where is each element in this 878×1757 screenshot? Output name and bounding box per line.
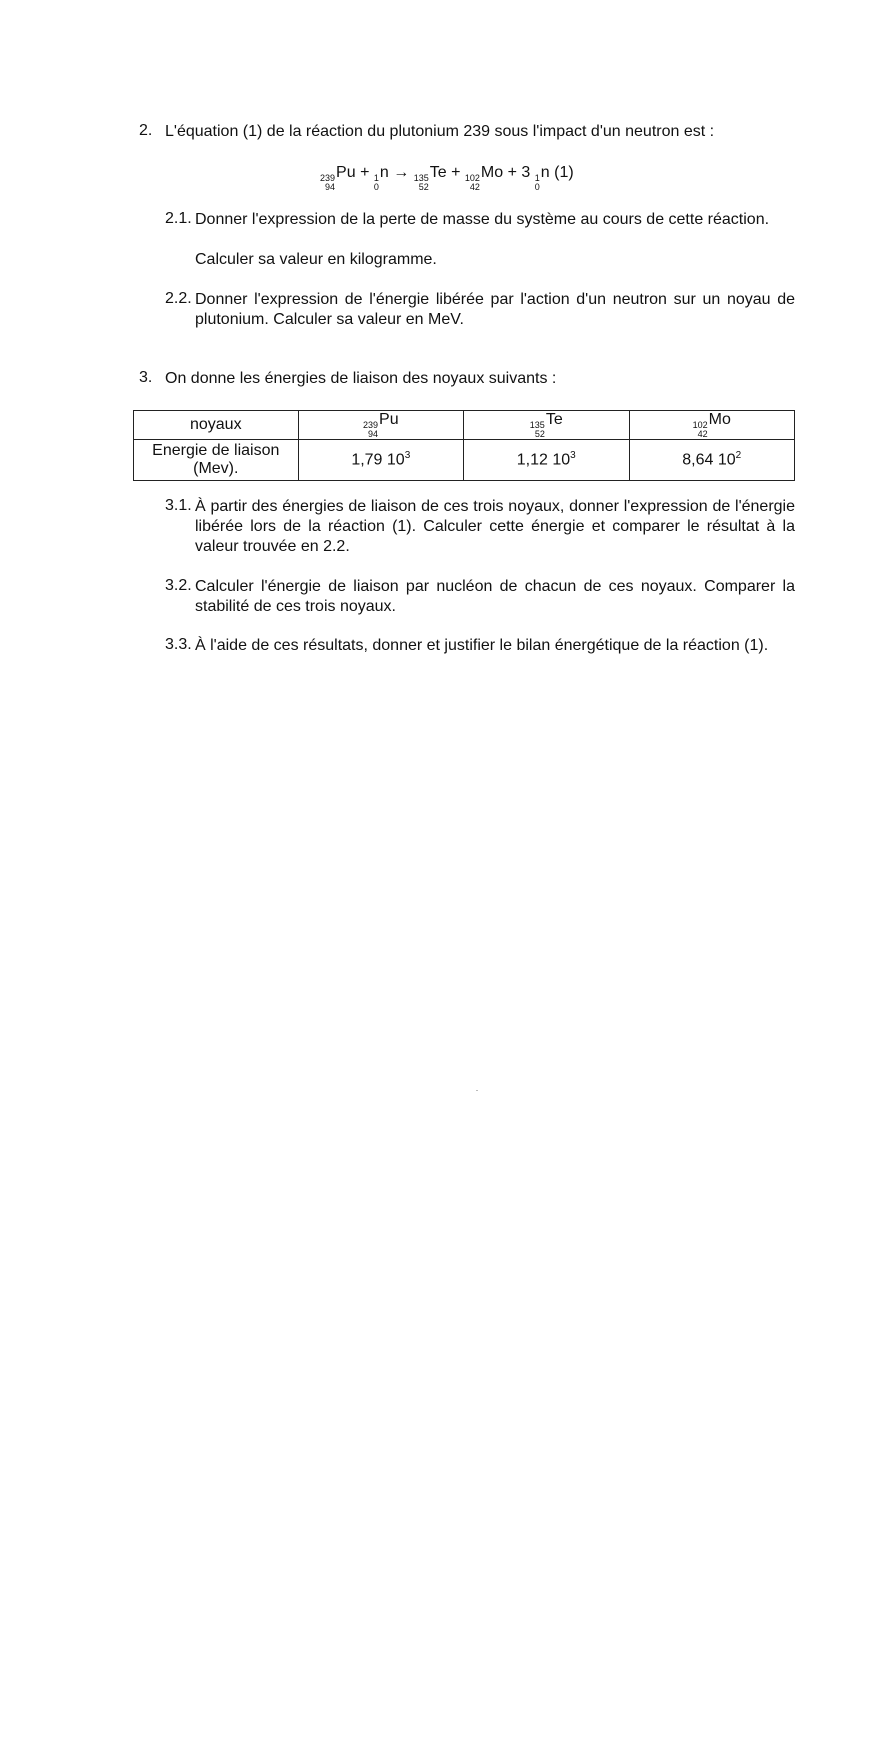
reaction-arrow: → xyxy=(393,164,410,181)
nuclide-neutron: 1 0 n xyxy=(373,164,389,192)
question-3-1-number: 3.1. xyxy=(165,497,192,514)
header-cell-pu: 239 94 Pu xyxy=(298,411,463,440)
plus-three: + 3 xyxy=(507,164,531,181)
question-3-1-text: À partir des énergies de liaison de ces trois noyaux, donner l'expression de l'énergie libérée lors de la réaction (1). Calculer cette énergie et comparer le résultat à la valeur trouvée en 2.2. xyxy=(195,498,795,555)
table-header-row xyxy=(134,411,795,440)
question-3-2-text: Calculer l'énergie de liaison par nucléon de chacun de ces noyaux. Comparer la stabilité de ces trois noyaux. xyxy=(195,578,795,615)
question-2-2-number: 2.2. xyxy=(165,290,192,307)
scan-speck xyxy=(476,1090,478,1091)
question-2-1-number: 2.1. xyxy=(165,210,192,227)
question-2-2-text: Donner l'expression de l'énergie libérée par l'action d'un neutron sur un noyau de plutonium. Calculer sa valeur en MeV. xyxy=(195,291,795,328)
reaction-equation xyxy=(320,164,574,192)
question-3-2-number: 3.2. xyxy=(165,577,192,594)
value-cell-mo: 8,64 $10^2$ xyxy=(629,440,795,481)
value-cell-pu: 1,79 $10^3$ xyxy=(298,440,463,481)
nuclide-neutron-2: 1 0 n xyxy=(534,164,550,192)
question-2-text: L'équation (1) de la réaction du plutonium 239 sous l'impact d'un neutron est : xyxy=(165,123,715,140)
header-cell-noyaux: noyaux xyxy=(134,411,299,440)
plus-sign: + xyxy=(451,164,461,181)
header-cell-mo: 102 42 Mo xyxy=(629,411,795,440)
row-label-cell: Energie de liaison (Mev). xyxy=(134,440,299,481)
plus-sign: + xyxy=(360,164,370,181)
nuclide-te: 135 52 Te xyxy=(413,164,447,192)
nuclide-pu: 239 94 Pu xyxy=(320,164,356,192)
question-3-3-text: À l'aide de ces résultats, donner et justifier le bilan énergétique de la réaction (1). xyxy=(195,637,769,654)
equation-label: (1) xyxy=(554,164,574,181)
binding-energy-table xyxy=(133,410,795,481)
question-3-3-number: 3.3. xyxy=(165,636,192,653)
question-3-number: 3. xyxy=(139,369,153,386)
value-cell-te: 1,12 $10^3$ xyxy=(464,440,629,481)
nuclide-mo: 102 42 Mo xyxy=(464,164,504,192)
table-row-energie xyxy=(134,440,795,481)
question-2-1-text: Donner l'expression de la perte de masse du système au cours de cette réaction. xyxy=(195,211,770,228)
question-3-text: On donne les énergies de liaison des noyaux suivants : xyxy=(165,370,557,387)
question-2-number: 2. xyxy=(139,122,153,139)
question-2-1-text-2: Calculer sa valeur en kilogramme. xyxy=(195,251,437,268)
header-cell-te: 135 52 Te xyxy=(464,411,629,440)
